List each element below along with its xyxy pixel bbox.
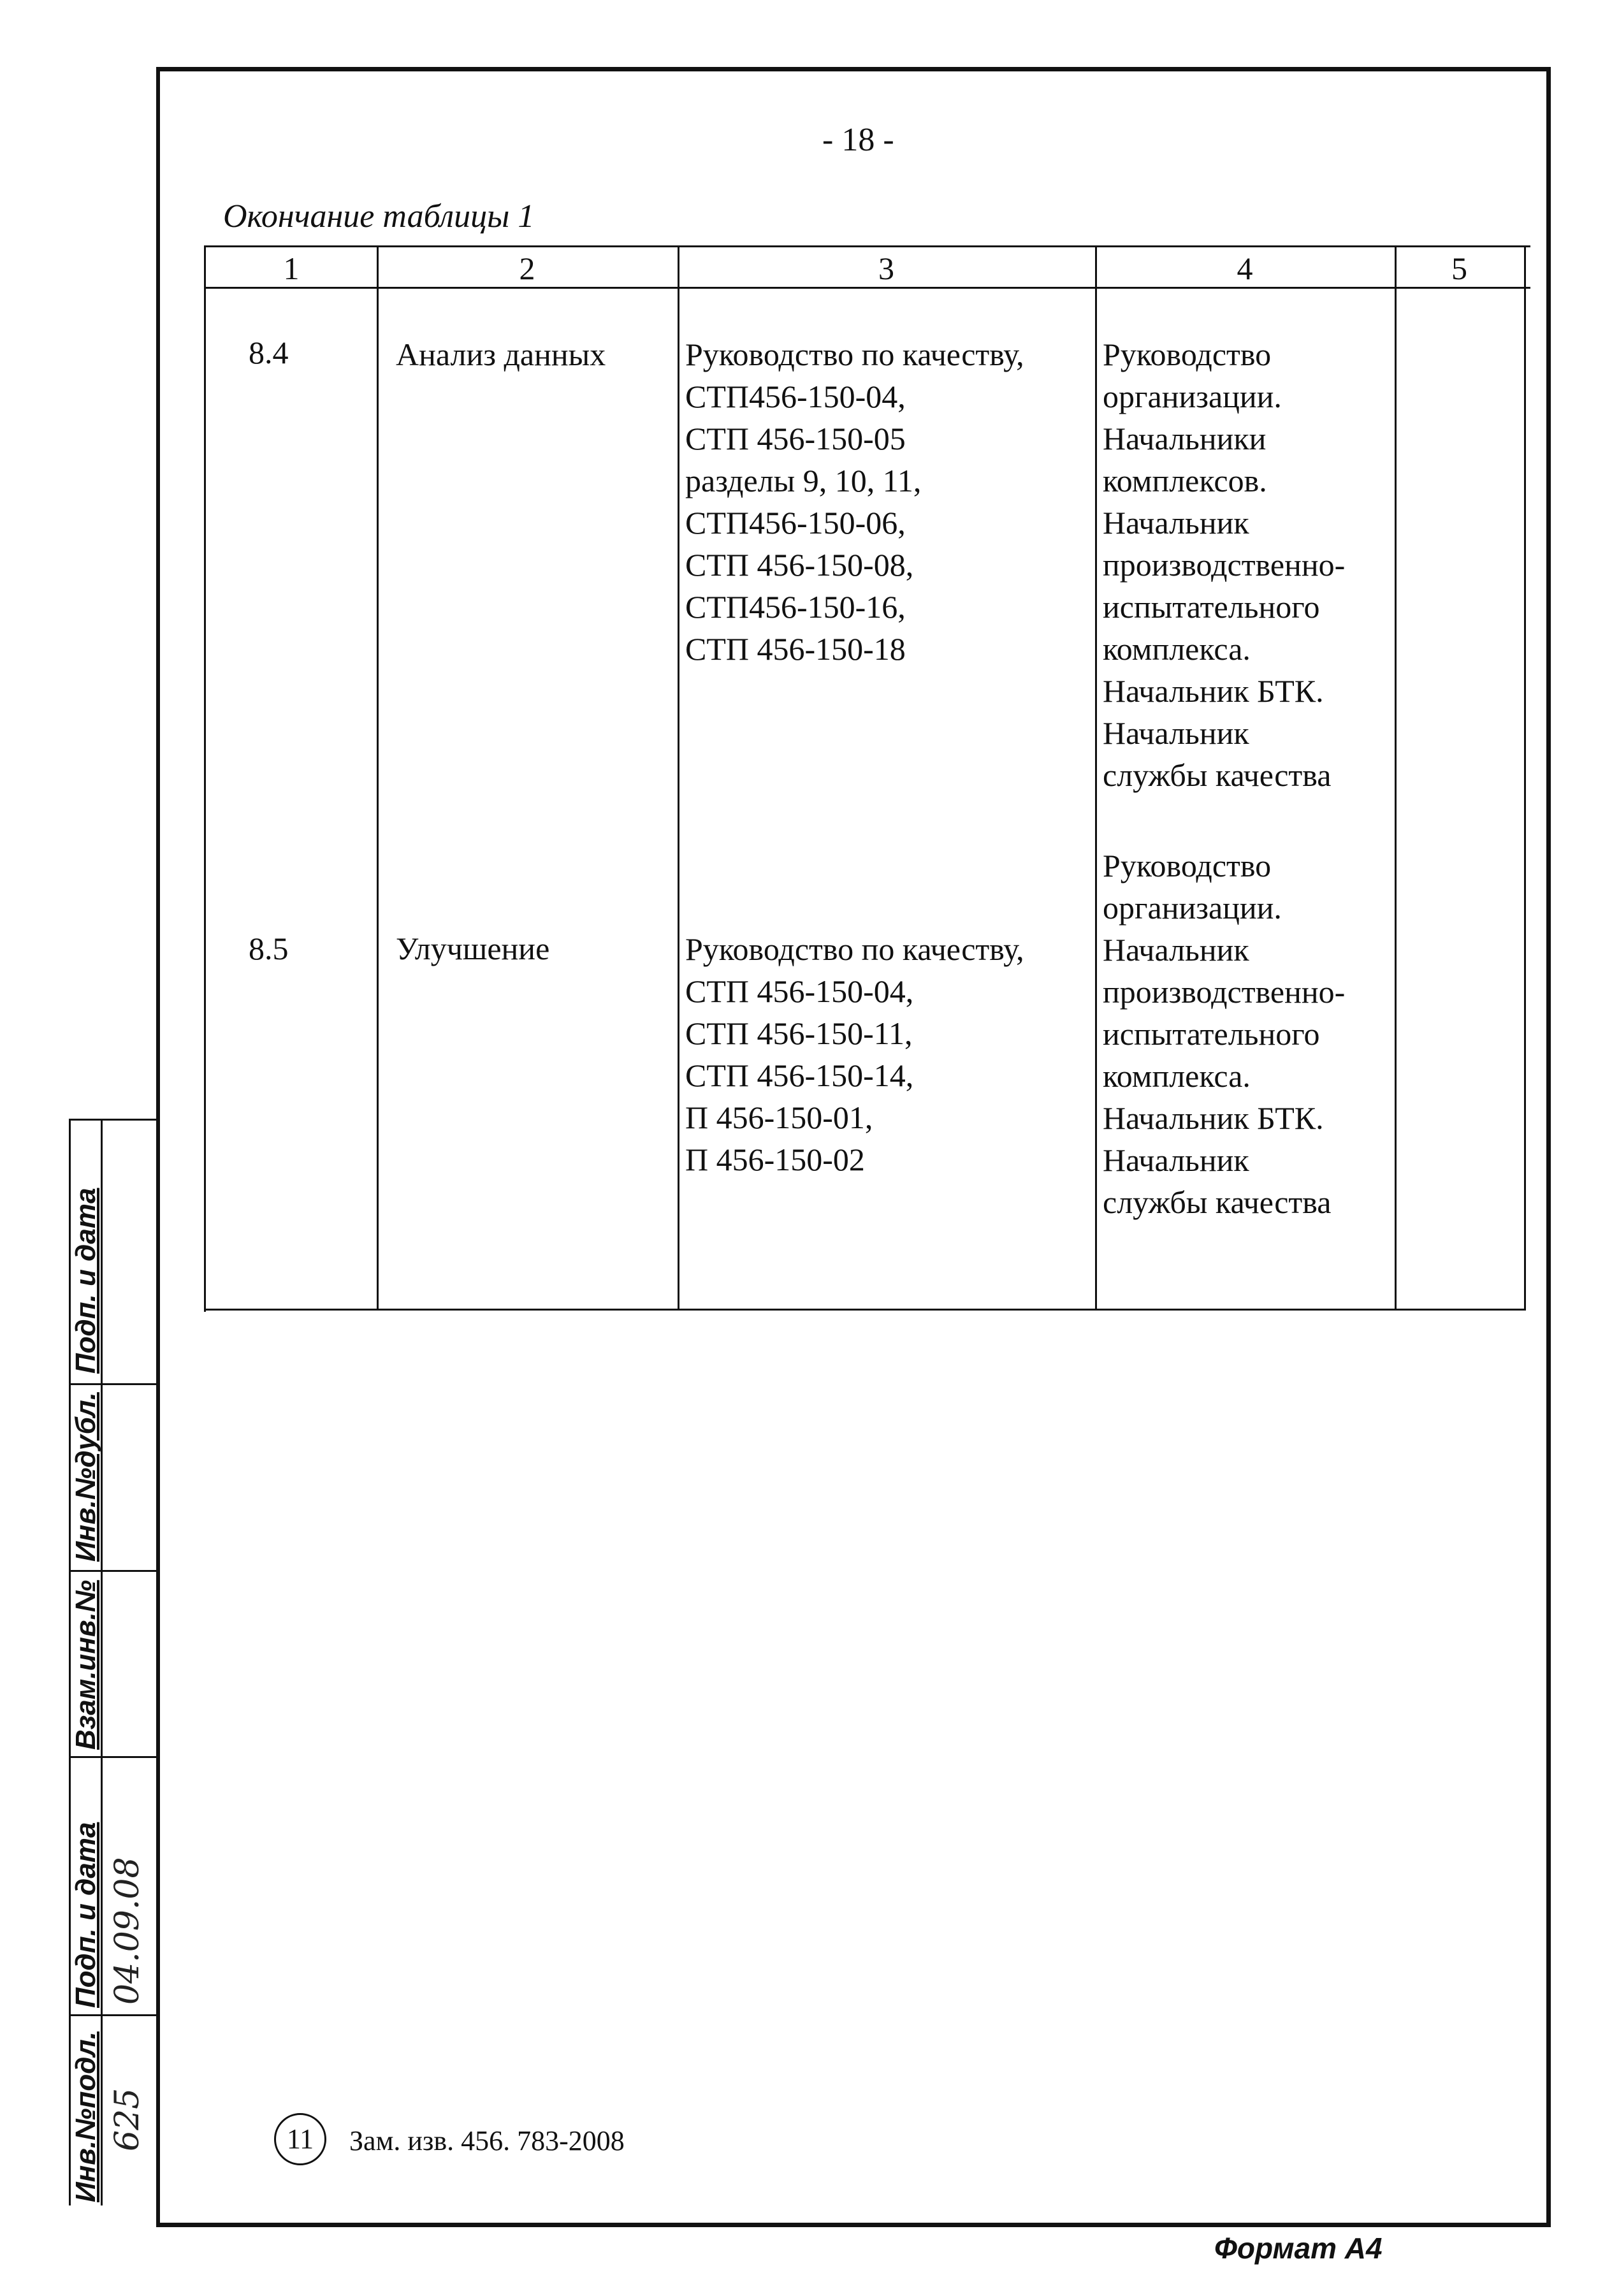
cell-line: СТП 456-150-04, — [685, 973, 914, 1009]
column-divider — [678, 247, 679, 1311]
row-documents — [685, 928, 1024, 1181]
table-caption: Окончание таблицы 1 — [223, 198, 535, 235]
header-divider — [206, 287, 1530, 289]
handwritten-inventory-number: 625 — [108, 2088, 147, 2151]
row-documents — [685, 333, 1024, 670]
column-header: 2 — [519, 251, 535, 286]
cell-line: производственно- — [1103, 974, 1346, 1010]
column-divider — [1524, 247, 1526, 1311]
column-divider — [1095, 247, 1097, 1311]
stamp-border — [69, 1756, 158, 1758]
cell-line: разделы 9, 10, 11, — [685, 463, 922, 498]
stamp-label-orig-inv: Инв.№подл. — [70, 2031, 101, 2202]
stamp-label-sign-date: Подп. и дата — [70, 1822, 101, 2008]
cell-line: Руководство — [1103, 848, 1272, 883]
data-table — [204, 245, 1530, 1312]
cell-line: службы качества — [1103, 1184, 1332, 1220]
cell-line: производственно- — [1103, 547, 1346, 583]
stamp-border — [69, 1570, 158, 1572]
side-stamp — [69, 1119, 158, 2205]
stamp-label-sign-date: Подп. и дата — [70, 1188, 101, 1374]
column-divider — [1395, 247, 1397, 1311]
row-number: 8.4 — [249, 335, 289, 370]
stamp-label-dup-inv: Инв.№дубл. — [70, 1392, 101, 1562]
stamp-label-replace-inv: Взам.инв.№ — [70, 1580, 101, 1750]
cell-line: Руководство по качеству, — [685, 931, 1024, 967]
stamp-border — [69, 1119, 158, 1121]
row-number: 8.5 — [249, 931, 289, 966]
cell-line: службы качества — [1103, 757, 1332, 793]
cell-line: Руководство по качеству, — [685, 337, 1024, 372]
cell-line: Начальник БТК. — [1103, 1100, 1324, 1136]
cell-line: СТП456-150-04, — [685, 379, 906, 414]
row-name: Улучшение — [396, 931, 550, 966]
cell-line: комплексов. — [1103, 463, 1267, 498]
stamp-border — [69, 1383, 158, 1385]
cell-line: Начальник — [1103, 932, 1249, 968]
column-header: 5 — [1451, 251, 1467, 286]
cell-line: СТП456-150-06, — [685, 505, 906, 541]
cell-line: СТП 456-150-18 — [685, 631, 906, 667]
cell-line: испытательного — [1103, 1016, 1320, 1052]
cell-line: СТП 456-150-14, — [685, 1057, 914, 1093]
column-header: 3 — [878, 251, 894, 286]
cell-line: СТП 456-150-11, — [685, 1015, 913, 1051]
row-name: Анализ данных — [396, 337, 606, 372]
cell-line: Начальник — [1103, 1142, 1249, 1178]
change-number-circle: 11 — [274, 2113, 326, 2165]
cell-line: комплекса. — [1103, 631, 1251, 667]
cell-line: испытательного — [1103, 589, 1320, 625]
table-bottom-border — [206, 1309, 1524, 1311]
cell-line: Начальник БТК. — [1103, 673, 1324, 709]
page-number: - 18 - — [822, 122, 894, 158]
cell-line: организации. — [1103, 890, 1282, 926]
column-divider — [377, 247, 379, 1311]
column-header: 1 — [283, 251, 300, 286]
cell-line: П 456-150-01, — [685, 1100, 873, 1135]
cell-line: комплекса. — [1103, 1058, 1251, 1094]
cell-line: Руководство — [1103, 337, 1272, 372]
cell-line: Начальники — [1103, 421, 1267, 456]
handwritten-date: 04.09.08 — [108, 1857, 147, 2005]
stamp-border — [69, 2014, 158, 2016]
cell-line: СТП 456-150-05 — [685, 421, 906, 456]
format-label: Формат А4 — [1214, 2232, 1383, 2265]
cell-line: СТП 456-150-08, — [685, 547, 914, 583]
change-notice: Зам. изв. 456. 783-2008 — [349, 2125, 625, 2156]
row-responsible — [1103, 845, 1345, 1223]
cell-line: Начальник — [1103, 505, 1249, 541]
cell-line: организации. — [1103, 379, 1282, 414]
cell-line: П 456-150-02 — [685, 1142, 865, 1177]
cell-line: Начальник — [1103, 715, 1249, 751]
cell-line: СТП456-150-16, — [685, 589, 906, 625]
row-responsible — [1103, 333, 1345, 796]
column-header: 4 — [1237, 251, 1253, 286]
